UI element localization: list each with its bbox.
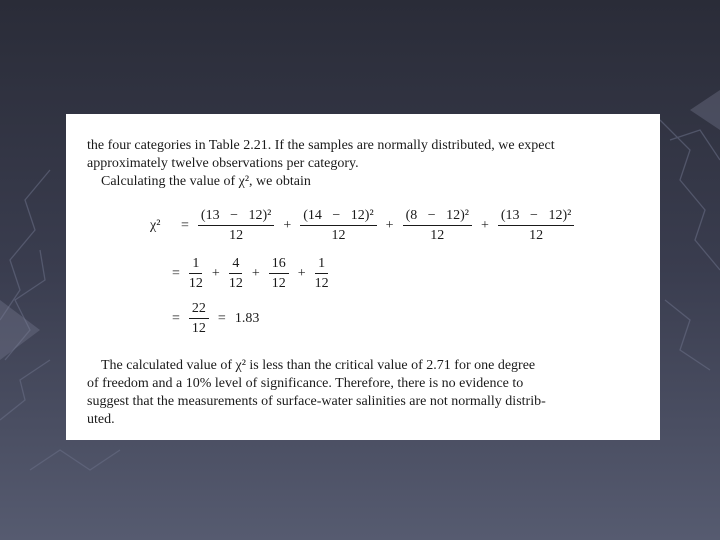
- textbook-page-scan: [66, 114, 660, 440]
- intro-paragraph: [87, 137, 555, 173]
- fraction: [198, 208, 274, 244]
- fraction: [300, 208, 376, 244]
- denominator: 12: [314, 276, 329, 291]
- plus-sign: +: [297, 266, 306, 281]
- result-value: 1.83: [234, 311, 260, 326]
- denominator: 12: [188, 276, 203, 291]
- text-line: The calculated value of χ² is less than the critical value of 2.71 for one degree: [101, 358, 536, 373]
- equation-line-1: [150, 208, 574, 244]
- plus-sign: +: [385, 218, 394, 233]
- plus-sign: +: [211, 266, 220, 281]
- plus-sign: +: [251, 266, 260, 281]
- numerator: 4: [229, 256, 242, 274]
- equation-line-3: [172, 301, 259, 337]
- denominator: 12: [271, 276, 286, 291]
- fraction: [315, 256, 329, 292]
- denominator: 12: [529, 228, 544, 243]
- equals-sign: =: [172, 266, 180, 281]
- conclusion-paragraph: [87, 357, 546, 429]
- equals-sign: =: [217, 311, 226, 326]
- numerator: 16: [269, 256, 289, 274]
- denominator: 12: [331, 228, 346, 243]
- numerator: (8 − 12)²: [403, 208, 472, 226]
- fraction: [189, 301, 209, 337]
- equals-sign: =: [172, 311, 180, 326]
- fraction: [189, 256, 203, 292]
- numerator: 22: [189, 301, 209, 319]
- fraction: [498, 208, 574, 244]
- denominator: 12: [229, 228, 244, 243]
- numerator: (14 − 12)²: [300, 208, 376, 226]
- numerator: 1: [189, 256, 202, 274]
- equation-line-2: [172, 256, 329, 292]
- denominator: 12: [228, 276, 243, 291]
- fraction: [269, 256, 289, 292]
- text-line: uted.: [87, 412, 115, 427]
- chi-square-symbol: χ²: [150, 218, 161, 233]
- text-line: the four categories in Table 2.21. If the samples are normally distributed, we expect: [87, 138, 555, 153]
- text-line: suggest that the measurements of surface-water salinities are not normally distrib-: [87, 394, 546, 409]
- plus-sign: +: [283, 218, 292, 233]
- plus-sign: +: [480, 218, 489, 233]
- equals-sign: =: [181, 218, 189, 233]
- numerator: 1: [315, 256, 328, 274]
- text-line: of freedom and a 10% level of significance. Therefore, there is no evidence to: [87, 376, 524, 391]
- fraction: [403, 208, 472, 244]
- fraction: [229, 256, 243, 292]
- text-line: approximately twelve observations per category.: [87, 156, 359, 171]
- denominator: 12: [430, 228, 445, 243]
- denominator: 12: [191, 321, 206, 336]
- numerator: (13 − 12)²: [198, 208, 274, 226]
- numerator: (13 − 12)²: [498, 208, 574, 226]
- calculation-intro: Calculating the value of χ², we obtain: [101, 174, 311, 189]
